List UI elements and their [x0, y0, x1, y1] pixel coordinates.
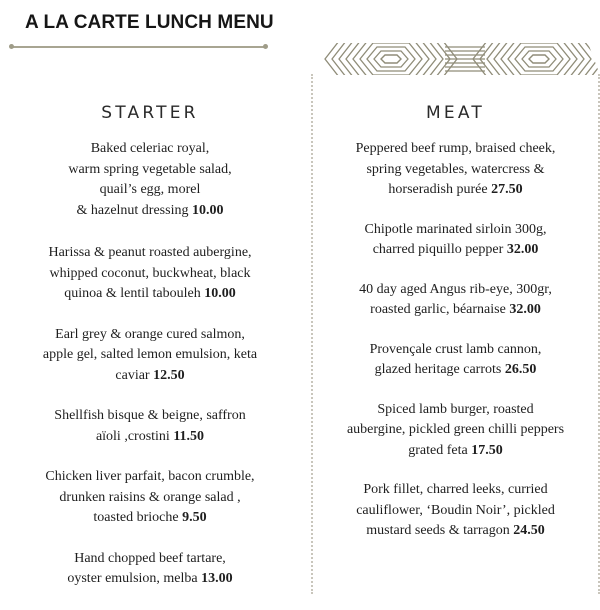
starter-item	[0, 549, 300, 590]
dish-line: Provençale crust lamb cannon,	[369, 341, 542, 357]
meat-item	[313, 280, 598, 321]
dish-line: horseradish purée	[388, 182, 488, 197]
meat-item	[313, 480, 598, 542]
dish-line: quinoa & lentil tabouleh	[64, 286, 201, 301]
starter-heading: STARTER	[101, 103, 199, 123]
dish-line: spring vegetables, watercress &	[366, 161, 545, 177]
divider-dot-left	[9, 44, 14, 49]
dish-price: 26.50	[504, 362, 537, 377]
dish-line: aïoli ,crostini	[95, 428, 170, 444]
meat-item	[313, 340, 598, 381]
dish-line: Hand chopped beef tartare,	[74, 550, 226, 566]
starter-section	[0, 101, 300, 610]
dish-price: 32.00	[506, 242, 539, 257]
dish-price: 12.50	[153, 367, 185, 383]
dish-line: glazed heritage carrots	[374, 362, 502, 377]
dish-line: charred piquillo pepper	[372, 242, 504, 257]
dish-price: 10.00	[191, 202, 224, 218]
dish-line: toasted brioche	[93, 510, 179, 525]
dish-line: Peppered beef rump, braised cheek,	[355, 141, 556, 156]
meat-heading: MEAT	[426, 103, 485, 123]
dish-line: Earl grey & orange cured salmon,	[55, 326, 245, 342]
dish-line: quail’s egg, morel	[99, 182, 201, 197]
dish-line: roasted garlic, béarnaise	[370, 302, 506, 317]
meat-item	[313, 400, 598, 462]
dish-line: Chipotle marinated sirloin 300g,	[364, 221, 547, 237]
dish-line: apple gel, salted lemon emulsion, keta	[42, 347, 258, 362]
dish-line: mustard seeds & tarragon	[366, 523, 510, 538]
starter-item	[0, 467, 300, 529]
meat-item	[313, 220, 598, 261]
dish-line: Shellfish bisque & beigne, saffron	[54, 408, 246, 423]
dish-line: Spiced lamb burger, roasted	[377, 401, 534, 417]
dish-line: oyster emulsion, melba	[67, 571, 198, 586]
meat-section	[313, 101, 598, 561]
dish-line: caviar	[115, 367, 150, 383]
dish-line: Harissa & peanut roasted aubergine,	[48, 245, 252, 260]
meat-item	[313, 139, 598, 201]
dish-price: 32.00	[509, 302, 541, 317]
dish-line: Baked celeriac royal,	[90, 141, 210, 156]
dish-price: 10.00	[204, 286, 236, 301]
dish-price: 13.00	[201, 571, 233, 586]
dish-line: aubergine, pickled green chilli peppers	[346, 422, 565, 437]
dish-line: grated feta	[408, 442, 468, 458]
dish-price: 27.50	[491, 182, 523, 197]
dish-price: 17.50	[471, 442, 503, 458]
dish-line: & hazelnut dressing	[76, 202, 189, 218]
dish-price: 11.50	[173, 428, 205, 444]
starter-item	[0, 139, 300, 221]
dish-price: 24.50	[513, 523, 545, 538]
dish-line: Chicken liver parfait, bacon crumble,	[45, 469, 255, 484]
hexagon-pattern-band	[313, 43, 600, 75]
dish-line: cauliflower, ‘Boudin Noir’, pickled	[356, 502, 555, 518]
dish-line: warm spring vegetable salad,	[68, 161, 232, 177]
page-title: A LA CARTE LUNCH MENU	[25, 12, 274, 33]
dish-line: whipped coconut, buckwheat, black	[49, 265, 251, 281]
starter-item	[0, 406, 300, 447]
dish-line: drunken raisins & orange salad ,	[59, 489, 241, 505]
title-divider	[10, 46, 267, 48]
starter-item	[0, 325, 300, 387]
dish-line: 40 day aged Angus rib-eye, 300gr,	[359, 281, 552, 297]
starter-item	[0, 243, 300, 305]
divider-dot-right	[263, 44, 268, 49]
dish-line: Pork fillet, charred leeks, curried	[363, 482, 548, 497]
dish-price: 9.50	[182, 510, 207, 525]
